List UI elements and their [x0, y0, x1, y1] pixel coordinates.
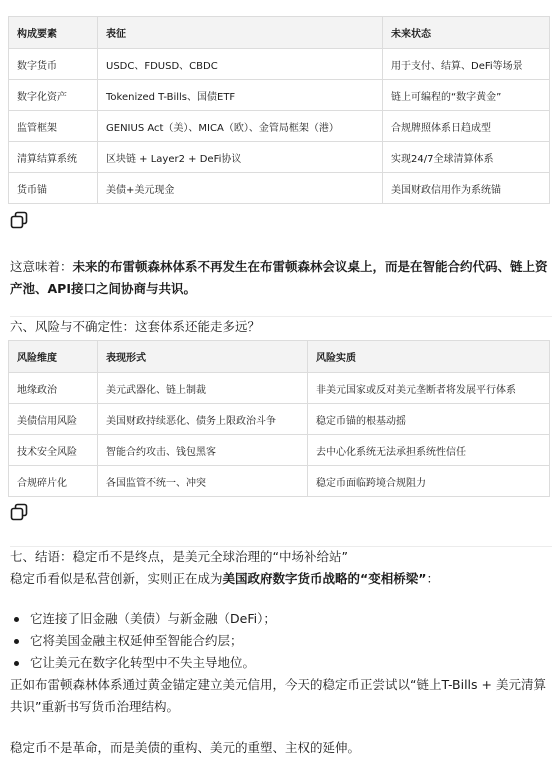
- column-header: 表征: [98, 17, 383, 49]
- table-row: [9, 142, 550, 173]
- table-cell: 地缘政治: [9, 373, 98, 404]
- column-header: 构成要素: [9, 17, 98, 49]
- conclusion-bullet-list: [10, 608, 276, 674]
- copy-icon: [10, 503, 28, 521]
- table-cell: 各国监管不统一、冲突: [98, 466, 308, 497]
- summary-paragraph: 这意味着：未来的布雷顿森林体系不再发生在布雷顿森林会议桌上，而是在智能合约代码、链上资: [10, 259, 548, 274]
- copy-table-button[interactable]: [10, 211, 28, 229]
- list-item: 它连接了旧金融（美债）与新金融（DeFi）；: [10, 608, 276, 630]
- table-cell: 非美元国家或反对美元垄断者将发展平行体系: [308, 373, 550, 404]
- column-header: 表现形式: [98, 341, 308, 373]
- list-item: 它让美元在数字化转型中不失主导地位。: [10, 652, 276, 674]
- summary-paragraph-line2: 产池、API接口之间协商与共识。: [10, 281, 196, 296]
- table-cell: 区块链 + Layer2 + DeFi协议: [98, 142, 383, 173]
- table-row: [9, 466, 550, 497]
- table-header-row: [9, 17, 550, 49]
- risk-table: [8, 340, 550, 497]
- table-cell: 美元武器化、链上制裁: [98, 373, 308, 404]
- copy-table-button[interactable]: [10, 503, 28, 521]
- table-cell: 合规碎片化: [9, 466, 98, 497]
- table-cell: 美债信用风险: [9, 404, 98, 435]
- table-cell: 数字货币: [9, 49, 98, 80]
- table-cell: 实现24/7全球清算体系: [383, 142, 550, 173]
- column-header: 未来状态: [383, 17, 550, 49]
- table-row: [9, 80, 550, 111]
- table-row: [9, 373, 550, 404]
- copy-icon: [10, 211, 28, 229]
- table-cell: 美国财政持续恶化、债务上限政治斗争: [98, 404, 308, 435]
- table-cell: 用于支付、结算、DeFi等场景: [383, 49, 550, 80]
- table-cell: 监管框架: [9, 111, 98, 142]
- table-cell: 货币锚: [9, 173, 98, 204]
- table-cell: GENIUS Act（美）、MICA（欧）、金管局框架（港）: [98, 111, 383, 142]
- table-cell: 美国财政信用作为系统锚: [383, 173, 550, 204]
- column-header: 风险实质: [308, 341, 550, 373]
- table-row: [9, 173, 550, 204]
- table-cell: 去中心化系统无法承担系统性信任: [308, 435, 550, 466]
- composition-table: [8, 16, 550, 204]
- table-cell: 稳定币面临跨境合规阻力: [308, 466, 550, 497]
- table-cell: 稳定币锚的根基动摇: [308, 404, 550, 435]
- table-row: [9, 111, 550, 142]
- table-cell: 数字化资产: [9, 80, 98, 111]
- table-row: [9, 404, 550, 435]
- table-cell: USDC、FDUSD、CBDC: [98, 49, 383, 80]
- table-cell: 清算结算系统: [9, 142, 98, 173]
- closing-paragraph-line2: 共识”重新书写货币治理结构。: [10, 699, 179, 714]
- conclusion-intro: 稳定币看似是私营创新，实则正在成为美国政府数字货币战略的“变相桥梁”：: [10, 571, 439, 586]
- table-cell: 链上可编程的“数字黄金”: [383, 80, 550, 111]
- closing-paragraph: 正如布雷顿森林体系通过黄金锚定建立美元信用，今天的稳定币正尝试以“链上T-Bills + 美元清算: [10, 677, 546, 692]
- table-cell: 美债+美元现金: [98, 173, 383, 204]
- section-heading-conclusion: 七、结语：稳定币不是终点，是美元全球治理的“中场补给站”: [10, 549, 348, 564]
- table-header-row: [9, 341, 550, 373]
- table-cell: 智能合约攻击、钱包黑客: [98, 435, 308, 466]
- table-cell: 技术安全风险: [9, 435, 98, 466]
- column-header: 风险维度: [9, 341, 98, 373]
- final-statement: 稳定币不是革命，而是美债的重构、美元的重塑、主权的延伸。: [10, 740, 361, 755]
- table-cell: 合规牌照体系日趋成型: [383, 111, 550, 142]
- section-heading-risk: 六、风险与不确定性：这套体系还能走多远？: [10, 319, 261, 334]
- table-row: [9, 49, 550, 80]
- list-item: 它将美国金融主权延伸至智能合约层；: [10, 630, 276, 652]
- table-row: [9, 435, 550, 466]
- table-cell: Tokenized T-Bills、国债ETF: [98, 80, 383, 111]
